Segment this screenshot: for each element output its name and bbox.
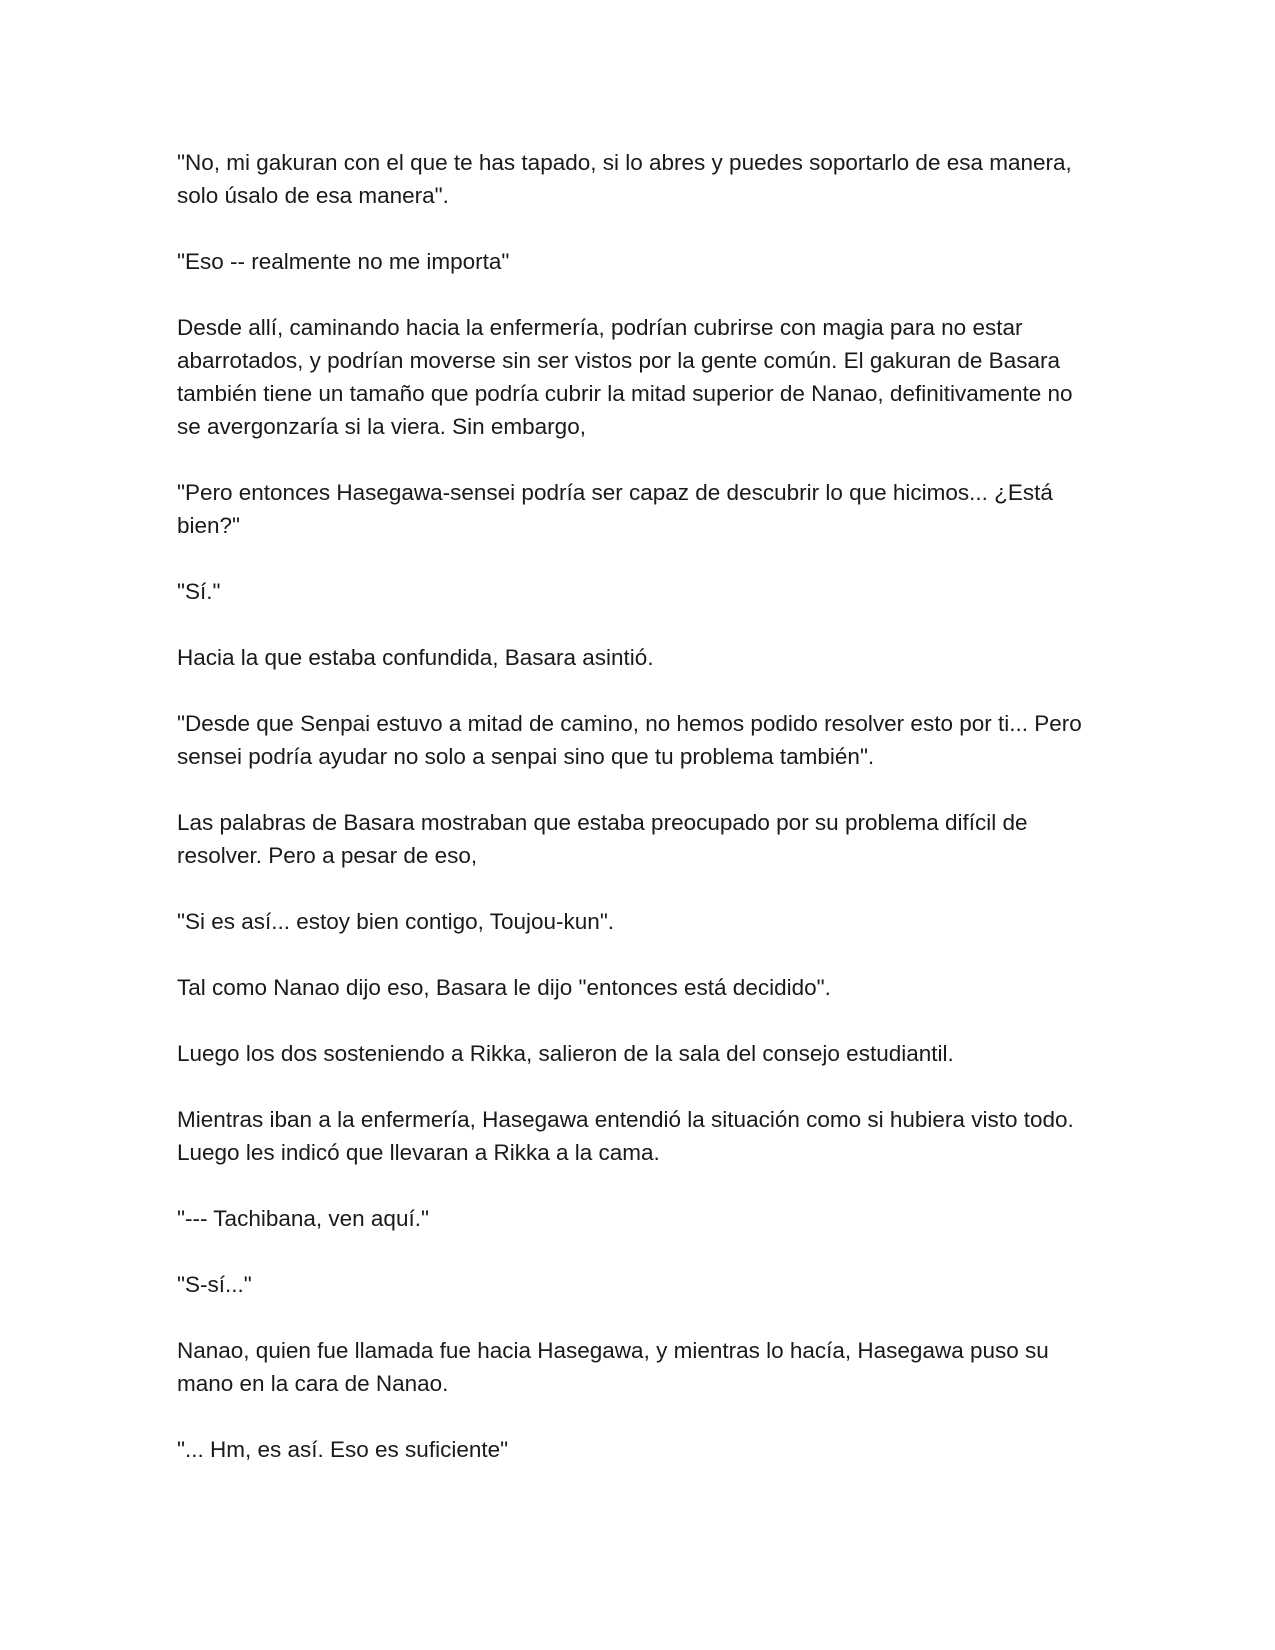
paragraph: Desde allí, caminando hacia la enfermería, podrían cubrirse con magia para no estar abarrotados, y podrían moverse sin ser vistos por la gente común. El gakuran de Basara también tiene un tamaño que podría cubrir la mitad superior de Nanao, definitivamente no se avergonzaría si la viera. Sin embargo, [177, 315, 1073, 439]
paragraph: "Sí." [177, 579, 221, 604]
paragraph: Mientras iban a la enfermería, Hasegawa entendió la situación como si hubiera visto todo. Luego les indicó que llevaran a Rikka a la cama. [177, 1107, 1074, 1165]
paragraph: "Pero entonces Hasegawa-sensei podría ser capaz de descubrir lo que hicimos... ¿Está bien?" [177, 480, 1053, 538]
paragraph: "... Hm, es así. Eso es suficiente" [177, 1437, 509, 1462]
paragraph: Tal como Nanao dijo eso, Basara le dijo "entonces está decidido". [177, 975, 831, 1000]
document-body [177, 146, 1097, 1499]
paragraph: Luego los dos sosteniendo a Rikka, salieron de la sala del consejo estudiantil. [177, 1041, 954, 1066]
paragraph: "Eso -- realmente no me importa" [177, 249, 510, 274]
paragraph: "S-sí..." [177, 1272, 252, 1297]
paragraph: "Desde que Senpai estuvo a mitad de camino, no hemos podido resolver esto por ti... Pero sensei podría ayudar no solo a senpai sino que tu problema también". [177, 711, 1082, 769]
paragraph: Las palabras de Basara mostraban que estaba preocupado por su problema difícil de resolver. Pero a pesar de eso, [177, 810, 1028, 868]
paragraph: Nanao, quien fue llamada fue hacia Hasegawa, y mientras lo hacía, Hasegawa puso su mano en la cara de Nanao. [177, 1338, 1049, 1396]
paragraph: "--- Tachibana, ven aquí." [177, 1206, 429, 1231]
paragraph: Hacia la que estaba confundida, Basara asintió. [177, 645, 654, 670]
paragraph: "No, mi gakuran con el que te has tapado, si lo abres y puedes soportarlo de esa manera, solo úsalo de esa manera". [177, 150, 1072, 208]
paragraph: "Si es así... estoy bien contigo, Toujou-kun". [177, 909, 615, 934]
